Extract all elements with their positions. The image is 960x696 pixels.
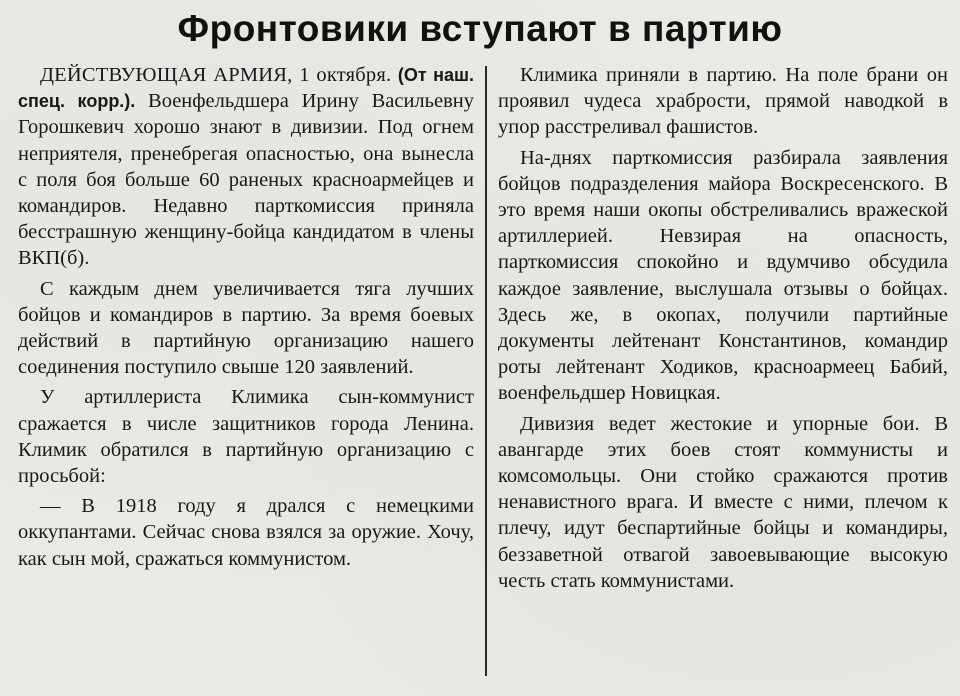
article-column-right: [498, 62, 948, 598]
article-paragraph: У артиллериста Климика сын-коммунист сражается в числе защитников города Ленина. Климик обратился в партийную организацию с просьбой:: [18, 386, 474, 488]
column-divider: [485, 66, 487, 676]
article-paragraph: Климика приняли в партию. На поле брани он проявил чудеса храбрости, прямой наводкой в упор расстреливал фашистов.: [498, 64, 948, 139]
article-paragraph: С каждым днем увеличивается тяга лучших бойцов и командиров в партию. За время боевых действий в партийную организацию нашего соединения поступило свыше 120 заявлений.: [18, 277, 474, 379]
article-headline: Фронтовики вступают в партию: [177, 8, 783, 49]
correspondent-credit: (От наш. спец. корр.).: [18, 65, 475, 112]
article-paragraph: На-днях парткомиссия разбирала заявления бойцов подразделения майора Воскресенского. В это время наши окопы обстреливались вражеской артиллерией. Невзирая на опасность, парткомиссия спокойно и вдумчиво обсудила каждое заявление, выслушала отзывы о бойцах. Здесь же, в окопах, получили партийные документы лейтенант Константинов, командир роты лейтенант Ходиков, красноармеец Бабий, военфельдшер Новицкая.: [498, 146, 948, 405]
paragraph-text: Военфельдшера Ирину Васильевну Горошкевич хорошо знают в дивизии. Под огнем неприятеля, пренебрегая опасностью, она вынесла с поля боя больше 60 раненых красноармейцев и командиров. Недавно парткомиссия приняла бесстрашную женщину-бойца кандидатом в члены ВКП(б).: [18, 90, 474, 270]
article-paragraph: Дивизия ведет жестокие и упорные бои. В авангарде этих боев стоят коммунисты и комсомольцы. Они стойко сражаются против ненавистного врага. И вместе с ними, плечом к плечу, идут беспартийные бойцы и командиры, беззаветной отвагой завоевывающие высокую честь стать коммунистами.: [498, 412, 948, 592]
article-paragraph: [18, 62, 474, 272]
article-column-left: [18, 62, 474, 576]
dateline: ДЕЙСТВУЮЩАЯ АРМИЯ, 1 октября.: [40, 64, 392, 86]
article-paragraph: — В 1918 году я дрался с немецкими оккупантами. Сейчас снова взялся за оружие. Хочу, как сын мой, сражаться коммунистом.: [18, 495, 474, 570]
